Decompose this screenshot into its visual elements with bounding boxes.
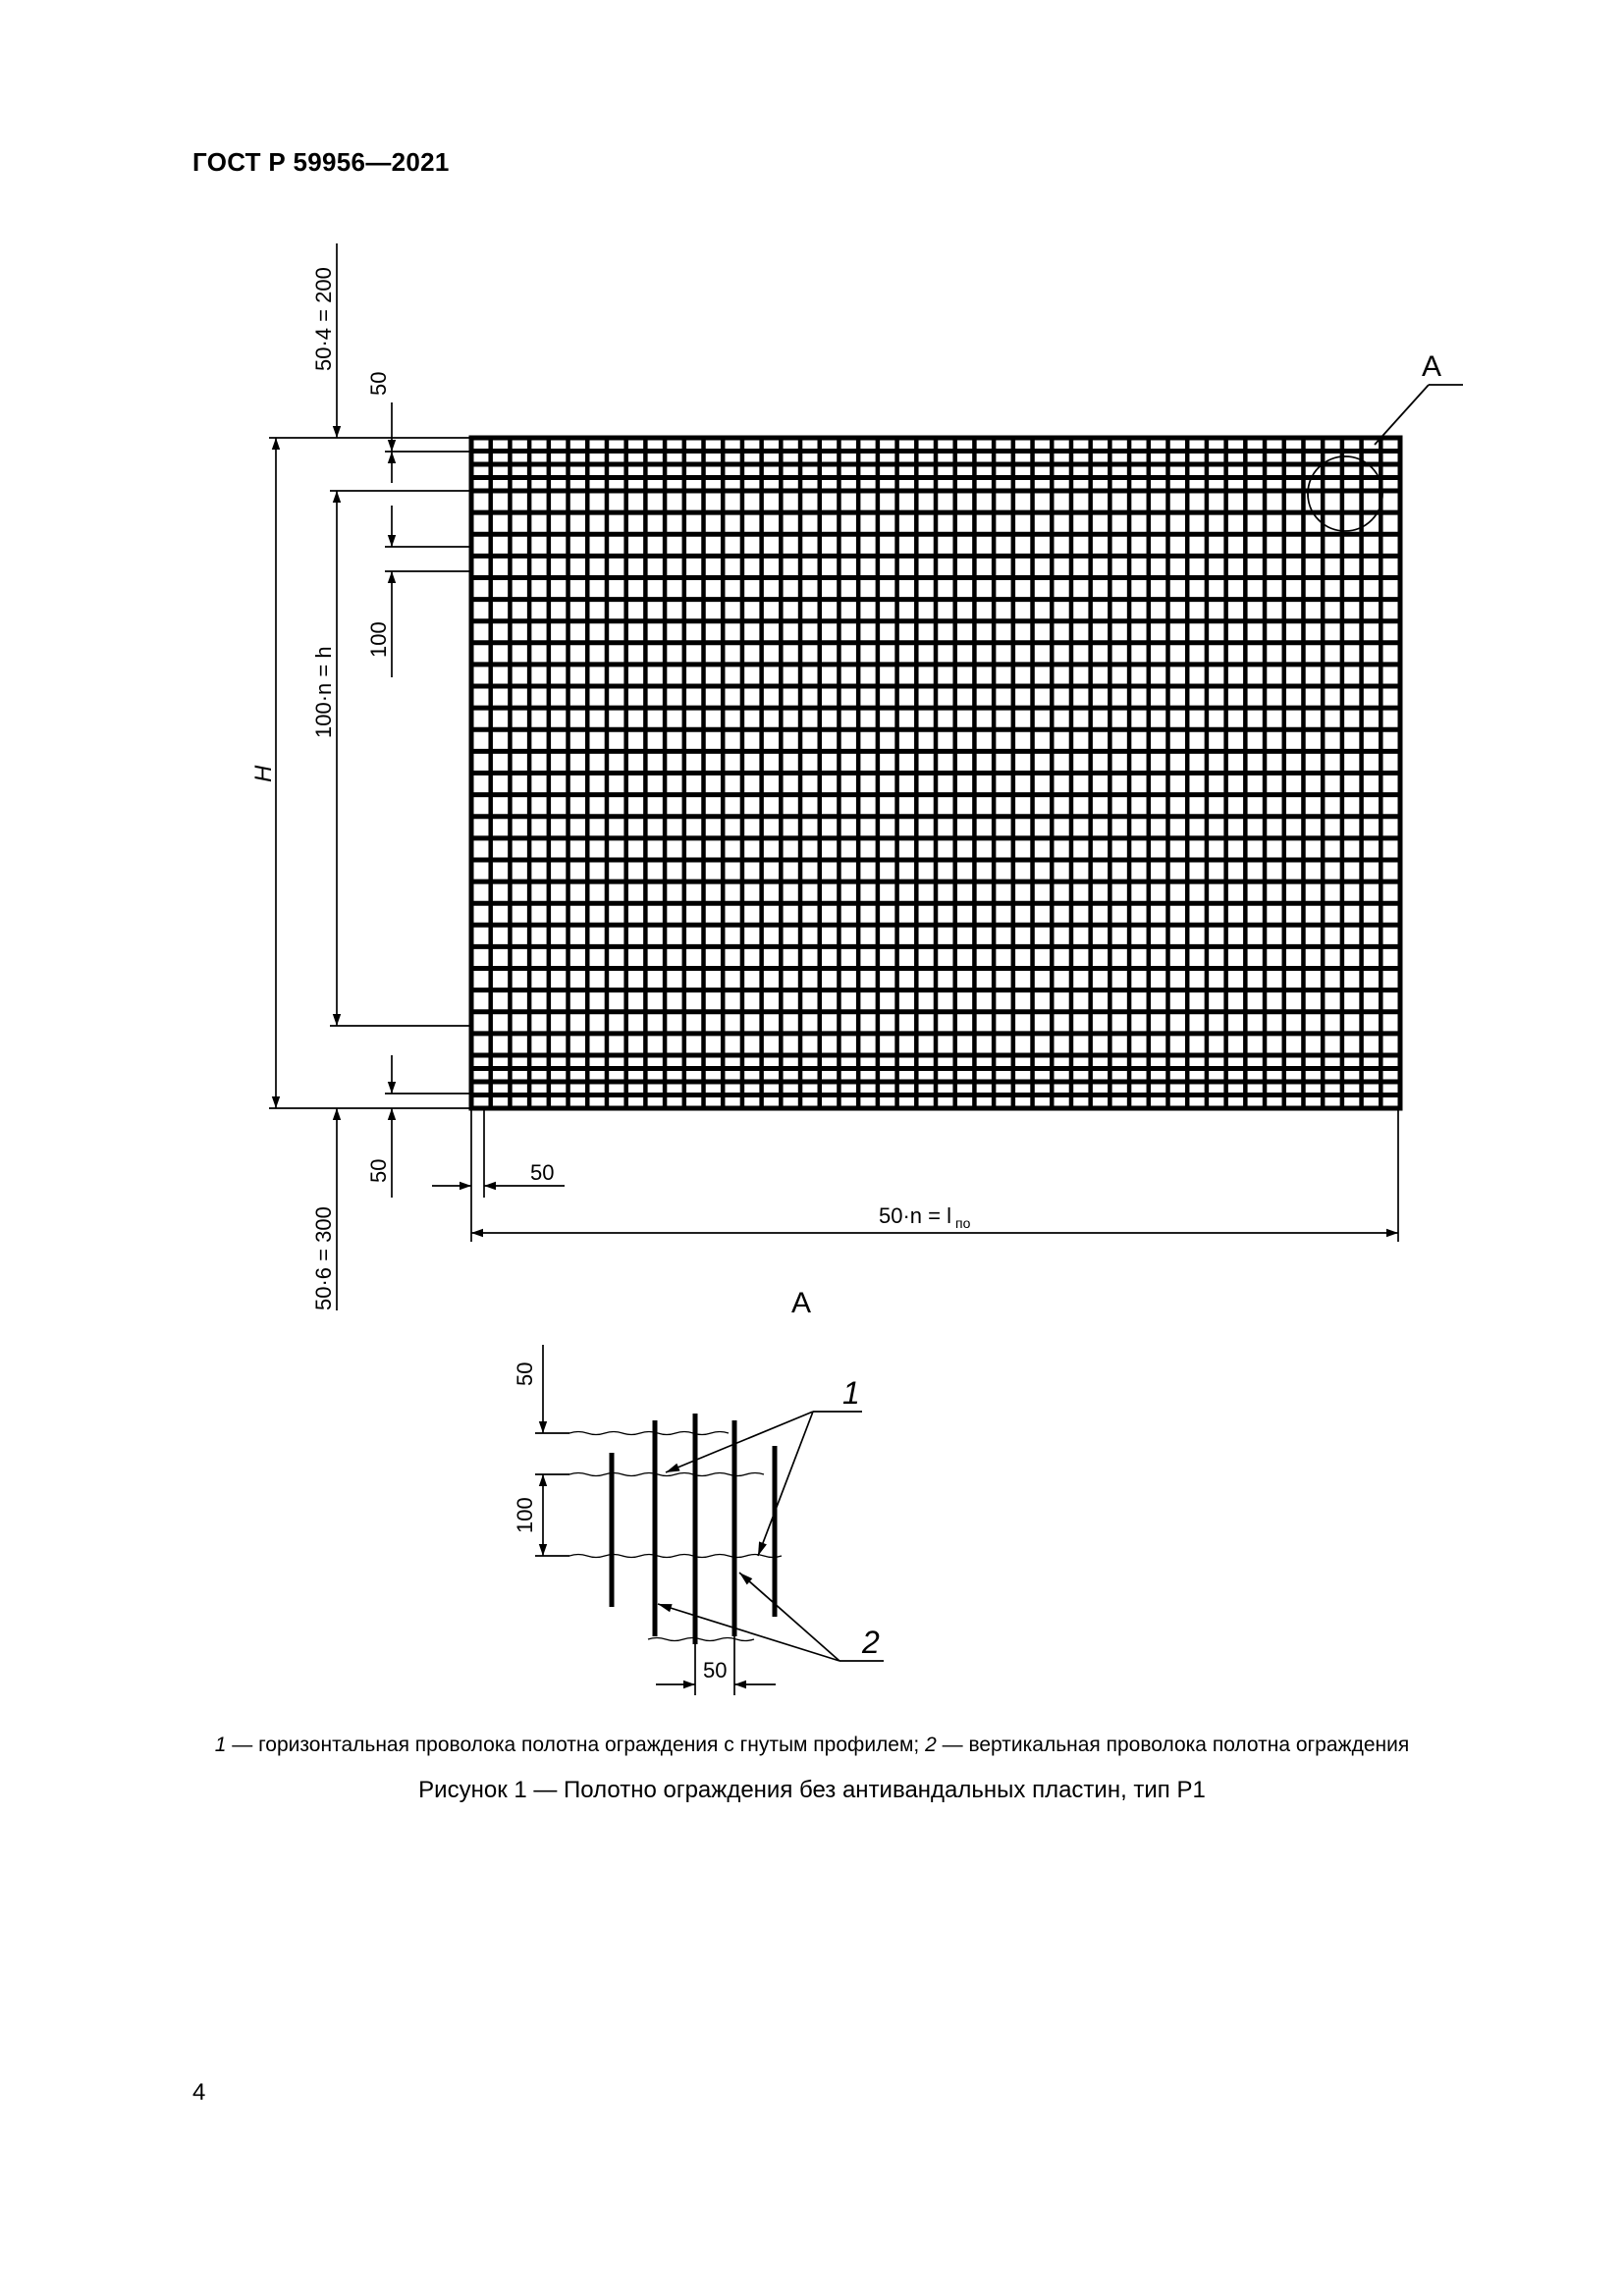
legend-item1-text: — горизонтальная проволока полотна ограждения с гнутым профилем; bbox=[226, 1734, 926, 1756]
detail-dim-mid: 100 bbox=[513, 1497, 537, 1533]
dim-mid-pitch: 100 bbox=[366, 621, 391, 658]
legend-item2-number: 2 bbox=[925, 1734, 937, 1756]
dim-left-pitch: 50 bbox=[530, 1160, 555, 1185]
document-header: ГОСТ Р 59956—2021 bbox=[192, 147, 450, 177]
detail-dim-top: 50 bbox=[513, 1362, 537, 1386]
detail-title: А bbox=[791, 1287, 812, 1319]
dim-height-h: 100·n = h bbox=[311, 646, 336, 738]
dim-height-total: H bbox=[250, 765, 277, 782]
detail-dim-bottom: 50 bbox=[703, 1658, 728, 1682]
figure-caption: Рисунок 1 — Полотно ограждения без антивандальных пластин, тип Р1 bbox=[418, 1777, 1206, 1803]
detail-vertical-wires bbox=[612, 1414, 775, 1644]
detail-callout bbox=[1308, 385, 1463, 531]
dim-bottom-last-pitch: 50 bbox=[366, 1158, 391, 1183]
dim-length-subscript: по bbox=[955, 1215, 971, 1231]
dim-bottom-offset: 50·6 = 300 bbox=[311, 1206, 336, 1310]
figure-legend bbox=[0, 1734, 1624, 1757]
legend-item2-text: — вертикальная проволока полотна ограждения bbox=[936, 1734, 1410, 1756]
dim-length-expr: 50·n = l bbox=[879, 1203, 951, 1228]
dim-top-first-pitch: 50 bbox=[366, 371, 391, 396]
dim-top-offset: 50·4 = 200 bbox=[311, 267, 336, 371]
fence-mesh-panel bbox=[471, 438, 1400, 1108]
leader-label-2: 2 bbox=[862, 1625, 880, 1660]
dim-length bbox=[879, 1203, 971, 1231]
leader-label-1: 1 bbox=[842, 1375, 860, 1411]
legend-item1-number: 1 bbox=[214, 1734, 227, 1756]
callout-label: А bbox=[1422, 350, 1442, 383]
page-number: 4 bbox=[192, 2079, 206, 2106]
